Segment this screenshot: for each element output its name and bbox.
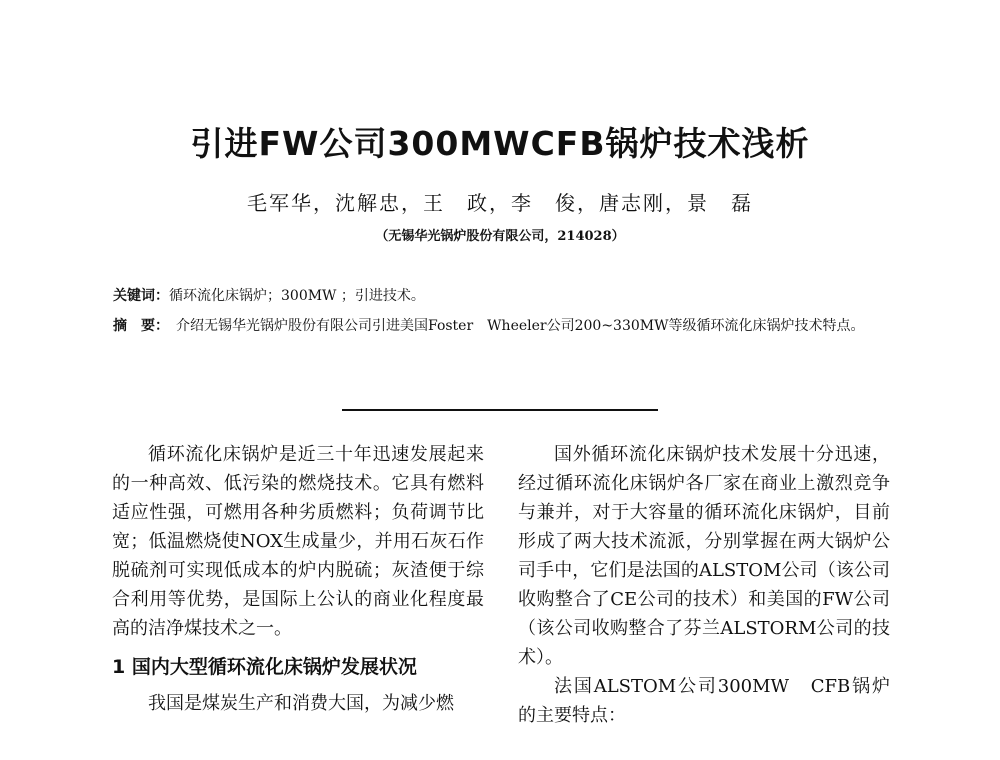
right-paragraph-2: 法国ALSTOM公司300MW CFB锅炉的主要特点： [518,676,890,726]
section-heading-1: 1 国内大型循环流化床锅炉发展状况 [112,656,417,678]
right-paragraph-1: 国外循环流化床锅炉技术发展十分迅速，经过循环流化床锅炉各厂家在商业上激烈竞争与兼并，对于大容量的循环流化床锅炉，目前形成了两大技术流派，分别掌握在两大锅炉公司手中，它们是法国的ALSTOM公司（该公司收购整合了CE公司的技术）和美国的FW公司（该公司收购整合了芬兰ALSTORM公司的技术）。 [518,444,890,668]
keywords-block [113,284,893,308]
keywords-text: 循环流化床锅炉；300MW ；引进技术。 [169,288,425,304]
paper-title: 引进FW公司300MWCFB锅炉技术浅析 [190,124,810,163]
right-column [518,440,890,730]
affiliation: （无锡华光锅炉股份有限公司，214028） [375,229,625,244]
abstract-label: 摘 要： [113,318,162,334]
left-paragraph-2: 我国是煤炭生产和消费大国，为减少燃 [148,693,454,714]
abstract-block [113,314,893,338]
author-list: 毛军华，沈解忠，王 政，李 俊，唐志刚，景 磊 [247,191,753,215]
keywords-label: 关键词： [113,288,169,304]
section-divider [342,409,658,411]
abstract-text: 介绍无锡华光锅炉股份有限公司引进美国Foster Wheeler公司200~330MW等级循环流化床锅炉技术特点。 [176,318,865,334]
left-paragraph-1: 循环流化床锅炉是近三十年迅速发展起来的一种高效、低污染的燃烧技术。它具有燃料适应性强，可燃用各种劣质燃料；负荷调节比宽；低温燃烧使NOX生成量少，并用石灰石作脱硫剂可实现低成本的炉内脱硫；灰渣便于综合利用等优势，是国际上公认的商业化程度最高的洁净煤技术之一。 [112,444,484,639]
left-column [112,440,484,718]
